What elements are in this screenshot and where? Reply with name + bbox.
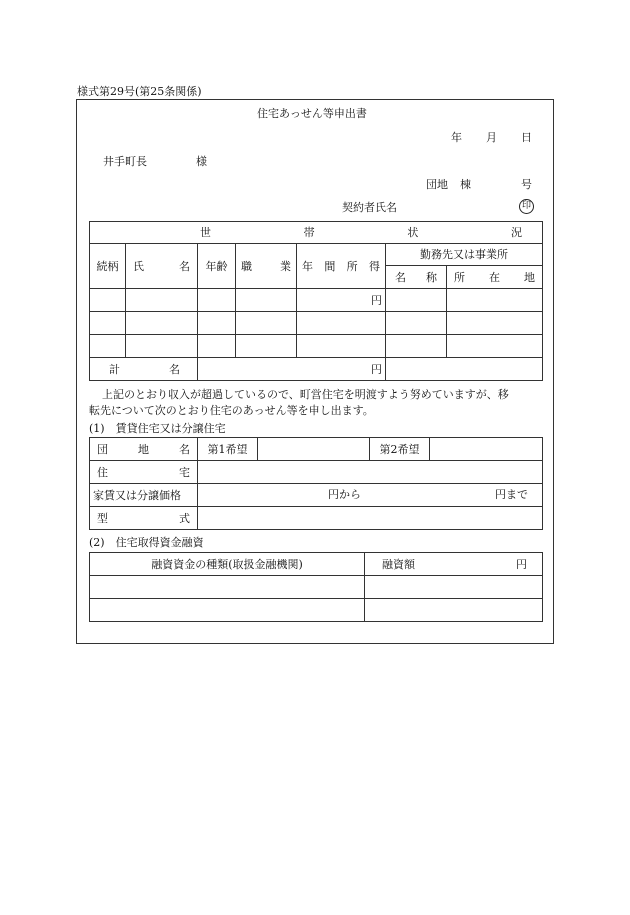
price-to-label: 円まで — [495, 488, 528, 501]
household-cell[interactable] — [447, 289, 543, 312]
choice-2-field[interactable] — [430, 438, 543, 461]
date-month: 月 — [486, 131, 497, 144]
paragraph-line-1: 上記のとおり収入が超過しているので、町営住宅を明渡すよう努めていますが、移 — [102, 388, 509, 401]
danchi-name-label: 団 地 名 — [90, 438, 198, 461]
type-label: 型 式 — [90, 507, 198, 530]
zokugara-header: 続柄 — [90, 244, 126, 289]
total-label: 計 名 — [90, 358, 198, 381]
choice-2-label: 第2希望 — [370, 438, 430, 461]
contract-name-label: 契約者氏名 — [342, 201, 397, 214]
household-cell[interactable] — [126, 335, 198, 358]
addressee-name: 井手町長 — [103, 155, 147, 168]
household-cell[interactable] — [386, 289, 447, 312]
household-cell[interactable] — [447, 335, 543, 358]
seal-mark: 印 — [519, 199, 534, 214]
date-day: 日 — [521, 131, 532, 144]
price-label: 家賃又は分譲価格 — [90, 484, 198, 507]
age-header: 年齢 — [198, 244, 236, 289]
tou-label: 棟 — [460, 178, 471, 191]
loan-kind-field[interactable] — [90, 576, 365, 599]
household-cell[interactable] — [447, 312, 543, 335]
loan-amount-field[interactable] — [365, 576, 543, 599]
household-cell[interactable] — [90, 312, 126, 335]
housing-table — [89, 437, 543, 530]
workplace-header: 勤務先又は事業所 — [386, 244, 543, 266]
page-title: 住宅あっせん等申出書 — [257, 107, 367, 120]
total-workplace-cell[interactable] — [386, 358, 543, 381]
addressee-honorific: 様 — [196, 155, 207, 168]
household-cell[interactable] — [126, 312, 198, 335]
loan-table — [89, 552, 543, 622]
household-section-header: 世 帯 状 況 — [90, 222, 543, 244]
household-table — [89, 221, 543, 381]
gou-label: 号 — [521, 178, 532, 191]
house-label: 住 宅 — [90, 461, 198, 484]
form-number: 様式第29号(第25条関係) — [77, 85, 202, 98]
household-cell[interactable] — [236, 335, 297, 358]
income-cell[interactable] — [297, 335, 386, 358]
household-cell[interactable] — [198, 289, 236, 312]
choice-1-field[interactable] — [258, 438, 370, 461]
loan-amount-field[interactable] — [365, 599, 543, 622]
price-from-label: 円から — [328, 488, 361, 501]
job-header: 職 業 — [236, 244, 297, 289]
household-cell[interactable] — [198, 335, 236, 358]
house-field[interactable] — [198, 461, 543, 484]
workplace-name-header: 名 称 — [386, 266, 447, 289]
income-cell[interactable] — [297, 289, 386, 312]
income-cell[interactable] — [297, 312, 386, 335]
yen-label: 円 — [371, 362, 382, 376]
choice-1-label: 第1希望 — [198, 438, 258, 461]
household-cell[interactable] — [198, 312, 236, 335]
date-year: 年 — [451, 131, 462, 144]
loan-amount-header: 融資額 円 — [365, 553, 543, 576]
danchi-label: 団地 — [426, 178, 448, 191]
household-cell[interactable] — [126, 289, 198, 312]
section-2-heading: (2) 住宅取得資金融資 — [89, 536, 204, 549]
household-cell[interactable] — [236, 312, 297, 335]
name-header: 氏 名 — [126, 244, 198, 289]
price-field[interactable] — [198, 484, 543, 507]
section-1-heading: (1) 賃貸住宅又は分譲住宅 — [89, 422, 226, 435]
loan-kind-header: 融資資金の種類(取扱金融機関) — [90, 553, 365, 576]
income-header: 年 間 所 得 — [297, 244, 386, 289]
household-cell[interactable] — [90, 335, 126, 358]
workplace-address-header: 所 在 地 — [447, 266, 543, 289]
household-cell[interactable] — [236, 289, 297, 312]
type-field[interactable] — [198, 507, 543, 530]
household-cell[interactable] — [386, 312, 447, 335]
household-cell[interactable] — [386, 335, 447, 358]
household-cell[interactable] — [90, 289, 126, 312]
paragraph-line-2: 転先について次のとおり住宅のあっせん等を申し出ます。 — [89, 404, 374, 417]
total-income-cell[interactable] — [198, 358, 386, 381]
yen-label: 円 — [371, 293, 382, 307]
loan-kind-field[interactable] — [90, 599, 365, 622]
